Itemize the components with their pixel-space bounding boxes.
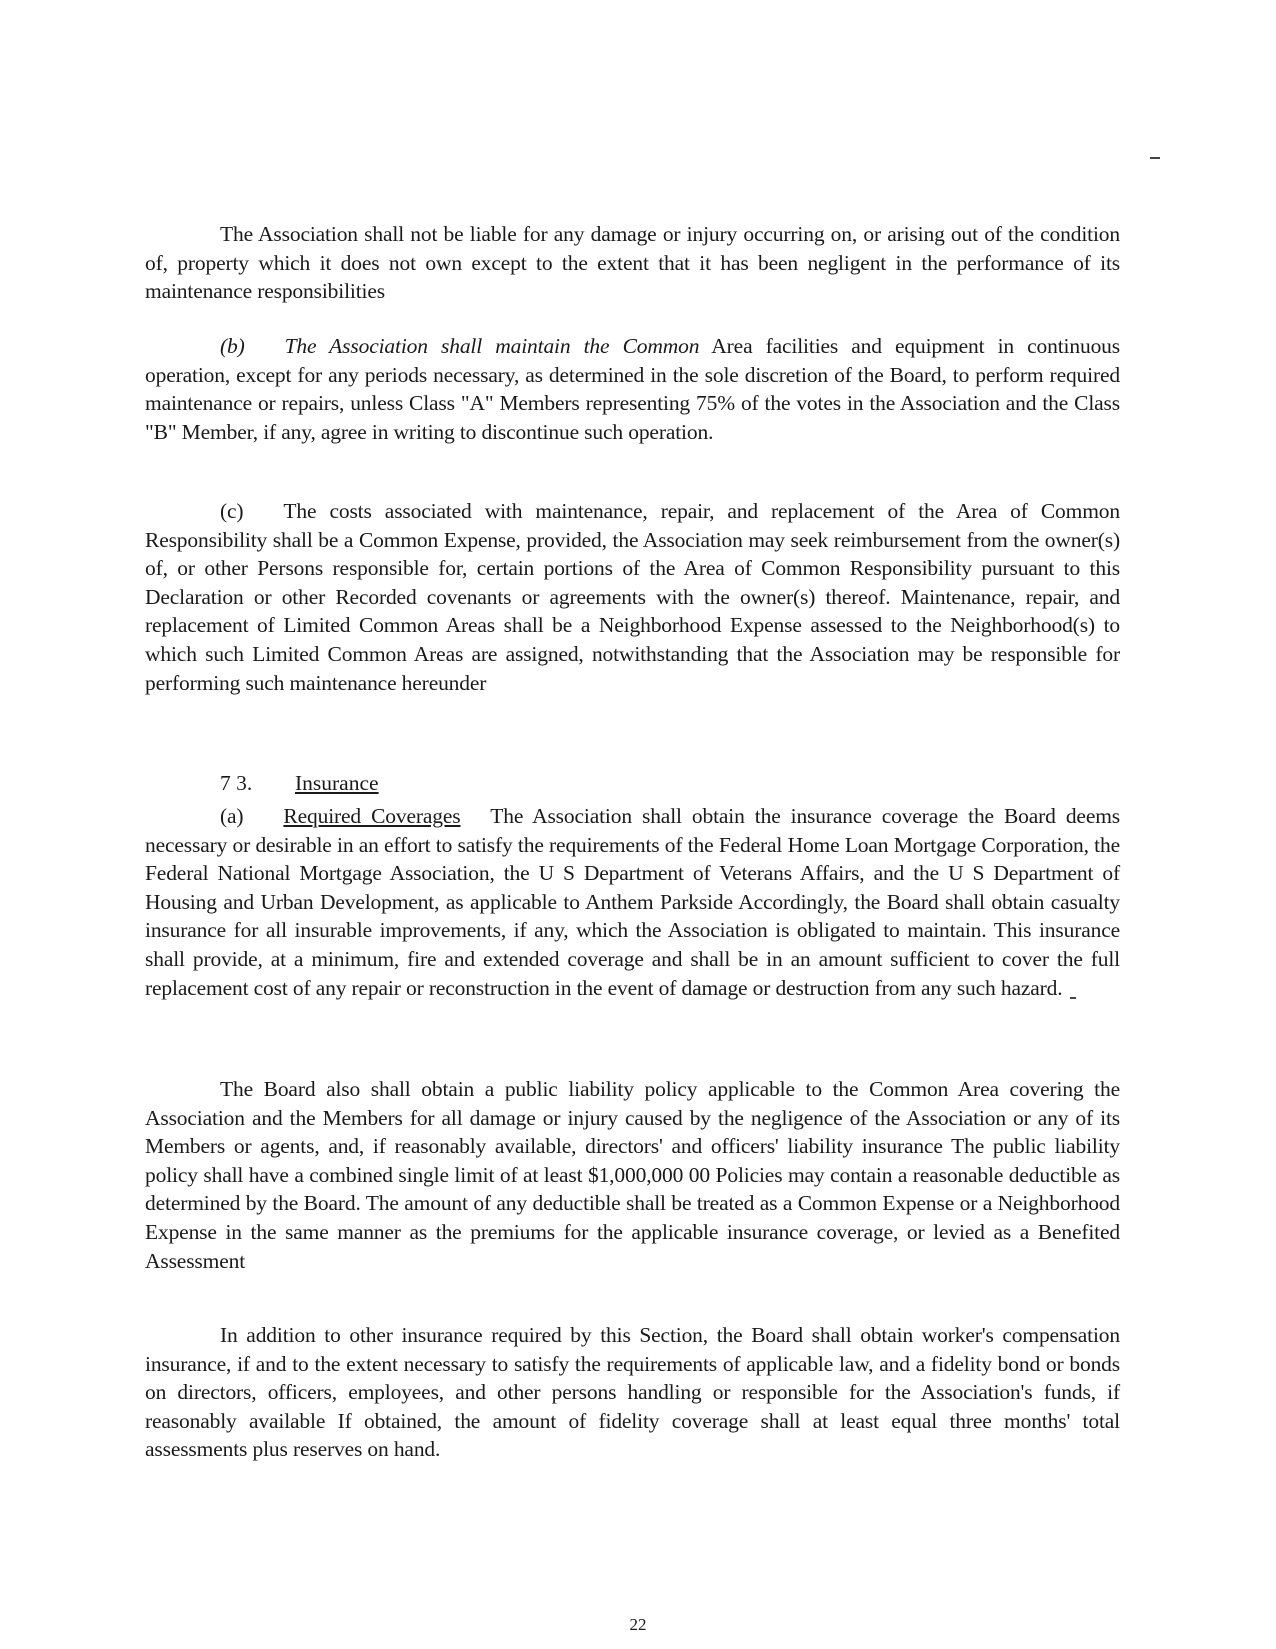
paragraph-text: The Association shall not be liable for any damage or injury occurring on, or arising out of the condition of, property which it does not own except to the extent that it has been negligent in the performance of its maintenance responsibilities [145, 222, 1120, 304]
paragraph-text: The costs associated with maintenance, repair, and replacement of the Area of Common Responsibility shall be a Common Expense, provided, the Association may seek reimbursement from the owner(s) of, or other Persons responsible for, certain portions of the Area of Common Responsibility pursuant to this Declaration or other Recorded covenants or agreements with the owner(s) thereof. Maintenance, repair, and replacement of Limited Common Areas shall be a Neighborhood Expense assessed to the Neighborhood(s) to which such Limited Common Areas are assigned, notwithstanding that the Association may be responsible for performing such maintenance hereunder [145, 499, 1120, 695]
paragraph-workers-compensation [145, 1321, 1120, 1464]
paragraph-text: In addition to other insurance required by this Section, the Board shall obtain worker's compensation insurance, if and to the extent necessary to satisfy the requirements of applicable law, and a fidelity bond or bonds on directors, officers, employees, and other persons handling or responsible for the Association's funds, if reasonably available If obtained, the amount of fidelity coverage shall at least equal three months' total assessments plus reserves on hand. [145, 1323, 1120, 1462]
paragraph-text: Area facilities and equipment in continuous operation, except for any periods necessary, as determined in the sole discretion of the Board, to perform required maintenance or repairs, unless Class "A" Members representing 75% of the votes in the Association and the Class "B" Member, if any, agree in writing to discontinue such operation. [145, 334, 1120, 444]
scan-speck [1150, 157, 1160, 159]
paragraph-italic-lead: The Association shall maintain the Common [284, 334, 700, 358]
paragraph-text: The Board also shall obtain a public liability policy applicable to the Common Area covering the Association and the Members for all damage or injury caused by the negligence of the Association or any of its Members or agents, and, if reasonably available, directors' and officers' liability insurance The public liability policy shall have a combined single limit of at least $1,000,000 00 Policies may contain a reasonable deductible as determined by the Board. The amount of any deductible shall be treated as a Common Expense or a Neighborhood Expense in the same manner as the premiums for the applicable insurance coverage, or levied as a Benefited Assessment [145, 1077, 1120, 1273]
paragraph-liability [145, 220, 1120, 306]
section-heading-insurance [220, 769, 379, 798]
paragraph-public-liability [145, 1075, 1120, 1275]
paragraph-b-common-area-operation [145, 332, 1120, 446]
paragraph-a-required-coverages [145, 802, 1120, 1002]
section-number: 7 3. [220, 771, 253, 795]
paragraph-text: The Association shall obtain the insurance coverage the Board deems necessary or desirable in an effort to satisfy the requirements of the Federal Home Loan Mortgage Corporation, the Federal National Mortgage Association, the U S Department of Veterans Affairs, and the U S Department of Housing and Urban Development, as applicable to Anthem Parkside Accordingly, the Board shall obtain casualty insurance for all insurable improvements, if any, which the Association is obligated to maintain. This insurance shall provide, at a minimum, fire and extended coverage and shall be in an amount sufficient to cover the full replacement cost of any repair or reconstruction in the event of damage or destruction from any such hazard. [145, 804, 1120, 1000]
paragraph-label: (b) [220, 334, 245, 358]
paragraph-label: (c) [220, 499, 244, 523]
paragraph-c-maintenance-costs [145, 497, 1120, 697]
page-number: 22 [629, 1615, 647, 1634]
subsection-heading: Required Coverages [283, 804, 461, 828]
paragraph-label: (a) [220, 804, 244, 828]
section-title: Insurance [295, 771, 379, 795]
